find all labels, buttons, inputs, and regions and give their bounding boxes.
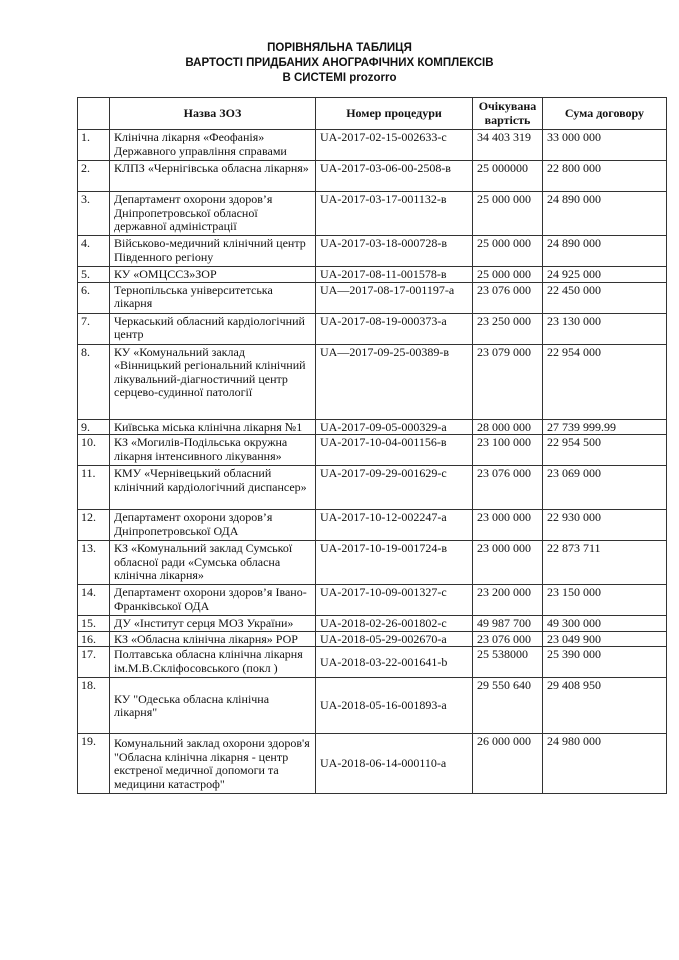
procedure-number-cell: UA-2017-03-06-00-2508-в <box>316 161 473 192</box>
row-number-cell: 13. <box>78 541 110 585</box>
contract-sum-cell: 23 069 000 <box>543 466 667 510</box>
expected-cost-cell: 25 000000 <box>473 161 543 192</box>
row-number-cell: 4. <box>78 236 110 267</box>
row-number-cell: 6. <box>78 282 110 313</box>
contract-sum-cell: 22 954 000 <box>543 344 667 419</box>
expected-cost-cell: 23 076 000 <box>473 631 543 647</box>
procedure-number-cell: UA-2017-09-05-000329-a <box>316 419 473 435</box>
procedure-number-cell: UA-2017-10-12-002247-a <box>316 510 473 541</box>
expected-cost-cell: 28 000 000 <box>473 419 543 435</box>
procedure-number-cell: UA-2017-10-04-001156-в <box>316 435 473 466</box>
table-row <box>78 236 667 267</box>
table-row <box>78 313 667 344</box>
expected-cost-cell: 23 000 000 <box>473 541 543 585</box>
contract-sum-cell: 23 130 000 <box>543 313 667 344</box>
table-row <box>78 192 667 236</box>
header-contract-sum: Сума договору <box>543 98 667 130</box>
procedure-number-cell: UA-2017-02-15-002633-c <box>316 130 473 161</box>
procedure-number-cell: UA-2017-09-29-001629-c <box>316 466 473 510</box>
procedure-number-cell: UA-2018-02-26-001802-c <box>316 616 473 632</box>
procedure-number-cell: UA-2017-08-19-000373-a <box>316 313 473 344</box>
table-row <box>78 435 667 466</box>
facility-name-cell: Військово-медичний клінічний центр Південного регіону <box>110 236 316 267</box>
header-procedure-number: Номер процедури <box>316 98 473 130</box>
contract-sum-cell: 22 800 000 <box>543 161 667 192</box>
procedure-number-cell: UA-2018-05-29-002670-a <box>316 631 473 647</box>
contract-sum-cell: 24 890 000 <box>543 236 667 267</box>
row-number-cell: 14. <box>78 585 110 616</box>
expected-cost-cell: 49 987 700 <box>473 616 543 632</box>
contract-sum-cell: 23 150 000 <box>543 585 667 616</box>
facility-name-cell: Комунальний заклад охорони здоров'я "Обласна клінічна лікарня - центр екстреної медичної допомоги та медицини катастроф" <box>110 734 316 794</box>
row-number-cell: 7. <box>78 313 110 344</box>
expected-cost-cell: 25 000 000 <box>473 192 543 236</box>
facility-name-cell: КЗ «Комунальний заклад Сумської обласної ради «Сумська обласна клінічна лікарня» <box>110 541 316 585</box>
facility-name-cell: Черкаський обласний кардіологічний центр <box>110 313 316 344</box>
table-row <box>78 267 667 283</box>
row-number-cell: 15. <box>78 616 110 632</box>
contract-sum-cell: 22 954 500 <box>543 435 667 466</box>
contract-sum-cell: 23 049 900 <box>543 631 667 647</box>
row-number-cell: 11. <box>78 466 110 510</box>
table-row <box>78 510 667 541</box>
expected-cost-cell: 23 079 000 <box>473 344 543 419</box>
row-number-cell: 8. <box>78 344 110 419</box>
expected-cost-cell: 23 100 000 <box>473 435 543 466</box>
contract-sum-cell: 25 390 000 <box>543 647 667 678</box>
expected-cost-cell: 23 200 000 <box>473 585 543 616</box>
table-body <box>78 130 667 794</box>
procedure-number-cell: UA-2017-03-18-000728-в <box>316 236 473 267</box>
facility-name-cell: КУ «Комунальний заклад «Вінницький регіональний клінічний лікувальний-діагностичний центр серцево-судинної патології <box>110 344 316 419</box>
expected-cost-cell: 25 000 000 <box>473 267 543 283</box>
facility-name-cell: ДУ «Інститут серця МОЗ України» <box>110 616 316 632</box>
header-expected-cost: Очікувана вартість <box>473 98 543 130</box>
document-title-line-2: ВАРТОСТІ ПРИДБАНИХ АНОГРАФІЧНИХ КОМПЛЕКСІВ <box>185 57 494 69</box>
document-title-line-3: В СИСТЕМІ prozorro <box>282 72 397 84</box>
contract-sum-cell: 29 408 950 <box>543 678 667 734</box>
procedure-number-cell: UA—2017-08-17-001197-a <box>316 282 473 313</box>
contract-sum-cell: 24 890 000 <box>543 192 667 236</box>
row-number-cell: 19. <box>78 734 110 794</box>
table-row <box>78 344 667 419</box>
procedure-number-cell: UA-2018-03-22-001641-b <box>316 647 473 678</box>
comparison-table <box>77 97 667 794</box>
table-row <box>78 647 667 678</box>
table-row <box>78 130 667 161</box>
row-number-cell: 3. <box>78 192 110 236</box>
contract-sum-cell: 33 000 000 <box>543 130 667 161</box>
procedure-number-cell: UA—2017-09-25-00389-в <box>316 344 473 419</box>
procedure-number-cell: UA-2018-05-16-001893-a <box>316 678 473 734</box>
expected-cost-cell: 26 000 000 <box>473 734 543 794</box>
procedure-number-cell: UA-2017-03-17-001132-в <box>316 192 473 236</box>
table-row <box>78 161 667 192</box>
expected-cost-cell: 23 000 000 <box>473 510 543 541</box>
contract-sum-cell: 22 930 000 <box>543 510 667 541</box>
facility-name-cell: КУ «ОМЦССЗ»ЗОР <box>110 267 316 283</box>
table-row <box>78 466 667 510</box>
procedure-number-cell: UA-2017-08-11-001578-в <box>316 267 473 283</box>
contract-sum-cell: 24 980 000 <box>543 734 667 794</box>
row-number-cell: 18. <box>78 678 110 734</box>
row-number-cell: 10. <box>78 435 110 466</box>
header-facility-name: Назва ЗОЗ <box>110 98 316 130</box>
contract-sum-cell: 49 300 000 <box>543 616 667 632</box>
expected-cost-cell: 25 000 000 <box>473 236 543 267</box>
table-row <box>78 282 667 313</box>
table-row <box>78 631 667 647</box>
contract-sum-cell: 27 739 999.99 <box>543 419 667 435</box>
row-number-cell: 5. <box>78 267 110 283</box>
procedure-number-cell: UA-2017-10-09-001327-c <box>316 585 473 616</box>
facility-name-cell: Департамент охорони здоров’я Дніпропетровської обласної державної адміністрації <box>110 192 316 236</box>
facility-name-cell: Тернопільська університетська лікарня <box>110 282 316 313</box>
table-row <box>78 678 667 734</box>
table-row <box>78 541 667 585</box>
row-number-cell: 16. <box>78 631 110 647</box>
contract-sum-cell: 22 450 000 <box>543 282 667 313</box>
facility-name-cell: КЛПЗ «Чернігівська обласна лікарня» <box>110 161 316 192</box>
facility-name-cell: Полтавська обласна клінічна лікарня ім.М.В.Скліфосовського (покл ) <box>110 647 316 678</box>
contract-sum-cell: 24 925 000 <box>543 267 667 283</box>
row-number-cell: 2. <box>78 161 110 192</box>
table-row <box>78 419 667 435</box>
row-number-cell: 17. <box>78 647 110 678</box>
document-title-line-1: ПОРІВНЯЛЬНА ТАБЛИЦЯ <box>267 42 412 54</box>
facility-name-cell: КЗ «Могилів-Подільська окружна лікарня інтенсивного лікування» <box>110 435 316 466</box>
contract-sum-cell: 22 873 711 <box>543 541 667 585</box>
expected-cost-cell: 23 250 000 <box>473 313 543 344</box>
expected-cost-cell: 25 538000 <box>473 647 543 678</box>
table-row <box>78 734 667 794</box>
row-number-cell: 1. <box>78 130 110 161</box>
facility-name-cell: КУ "Одеська обласна клінічна лікарня" <box>110 678 316 734</box>
facility-name-cell: Департамент охорони здоров’я Дніпропетровської ОДА <box>110 510 316 541</box>
table-row <box>78 616 667 632</box>
facility-name-cell: КМУ «Чернівецький обласний клінічний кардіологічний диспансер» <box>110 466 316 510</box>
facility-name-cell: Департамент охорони здоров’я Івано-Франківської ОДА <box>110 585 316 616</box>
facility-name-cell: Київська міська клінічна лікарня №1 <box>110 419 316 435</box>
procedure-number-cell: UA-2017-10-19-001724-в <box>316 541 473 585</box>
row-number-cell: 9. <box>78 419 110 435</box>
expected-cost-cell: 23 076 000 <box>473 282 543 313</box>
facility-name-cell: КЗ «Обласна клінічна лікарня» РОР <box>110 631 316 647</box>
row-number-cell: 12. <box>78 510 110 541</box>
expected-cost-cell: 29 550 640 <box>473 678 543 734</box>
header-number <box>78 98 110 130</box>
procedure-number-cell: UA-2018-06-14-000110-a <box>316 734 473 794</box>
table-row <box>78 585 667 616</box>
expected-cost-cell: 23 076 000 <box>473 466 543 510</box>
expected-cost-cell: 34 403 319 <box>473 130 543 161</box>
facility-name-cell: Клінічна лікарня «Феофанія» Державного управління справами <box>110 130 316 161</box>
